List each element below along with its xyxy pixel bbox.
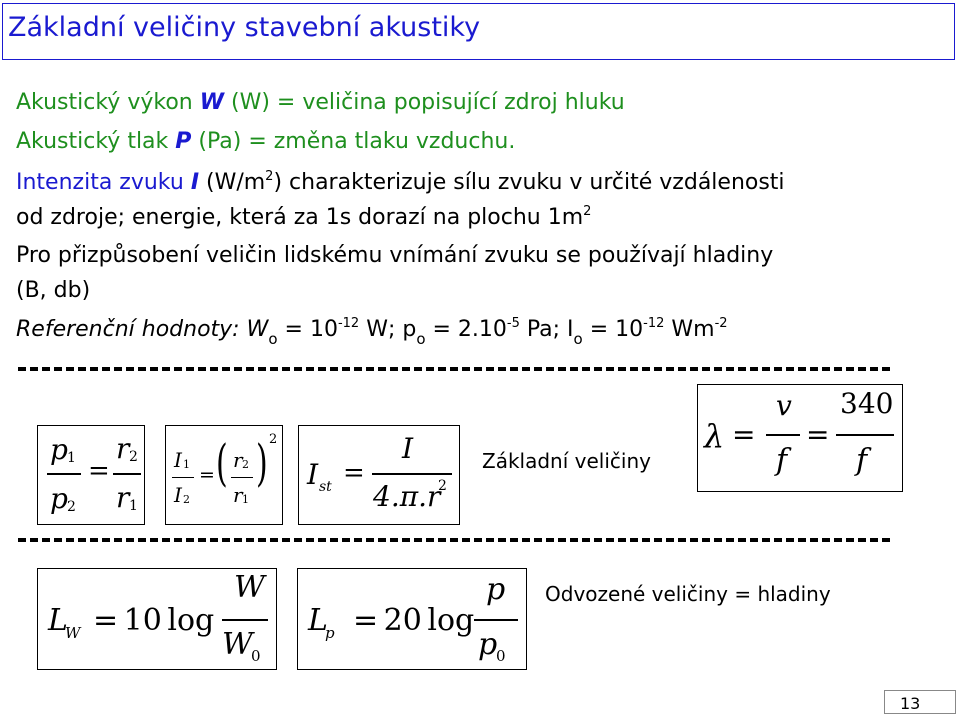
formula-pressure-ratio: p 1 p 2 = r 2 r 1 xyxy=(37,425,145,525)
formula-intensity-ratio: I 1 I 2 = ( r 2 r 1 ) 2 xyxy=(165,425,283,525)
formula-intensity-source: I st = I 4.π.r 2 xyxy=(298,425,460,525)
note-derived-quantities: Odvozené veličiny = hladiny xyxy=(545,582,831,606)
divider-bottom xyxy=(18,538,890,542)
line-reference-values: Referenční hodnoty: $Wo = 10^{-12}$ W; po = $2.10^{-5}$ Pa; $Io = 10^{-12}$ $Wm^{-2}$ xyxy=(16,316,728,348)
line-levels-units: (B, db) xyxy=(16,278,91,303)
line-sound-intensity: Intenzita zvuku I $(W/m^2)$ charakterizuje sílu zvuku v určité vzdálenosti xyxy=(16,169,785,195)
formula-pressure-level: L p = 20 log p p 0 xyxy=(297,568,527,670)
line-acoustic-power: Akustický výkon W (W) = veličina popisující zdroj hluku xyxy=(16,90,625,115)
line-intensity-definition: od zdroje; energie, která za 1s dorazí na plochu $1m^2$ xyxy=(16,204,592,230)
page-number: 13 xyxy=(900,694,921,713)
note-basic-quantities: Základní veličiny xyxy=(482,449,651,473)
line-acoustic-pressure: Akustický tlak P (Pa) = změna tlaku vzduchu. xyxy=(16,129,516,154)
formula-wavelength: λ = v f = 340 f xyxy=(697,384,903,492)
line-levels: Pro přizpůsobení veličin lidskému vnímání zvuku se používají hladiny xyxy=(16,243,774,268)
slide-title: Základní veličiny stavební akustiky xyxy=(8,12,481,43)
formula-power-level: L W = 10 log W W 0 xyxy=(37,568,277,670)
divider-top xyxy=(18,367,890,371)
